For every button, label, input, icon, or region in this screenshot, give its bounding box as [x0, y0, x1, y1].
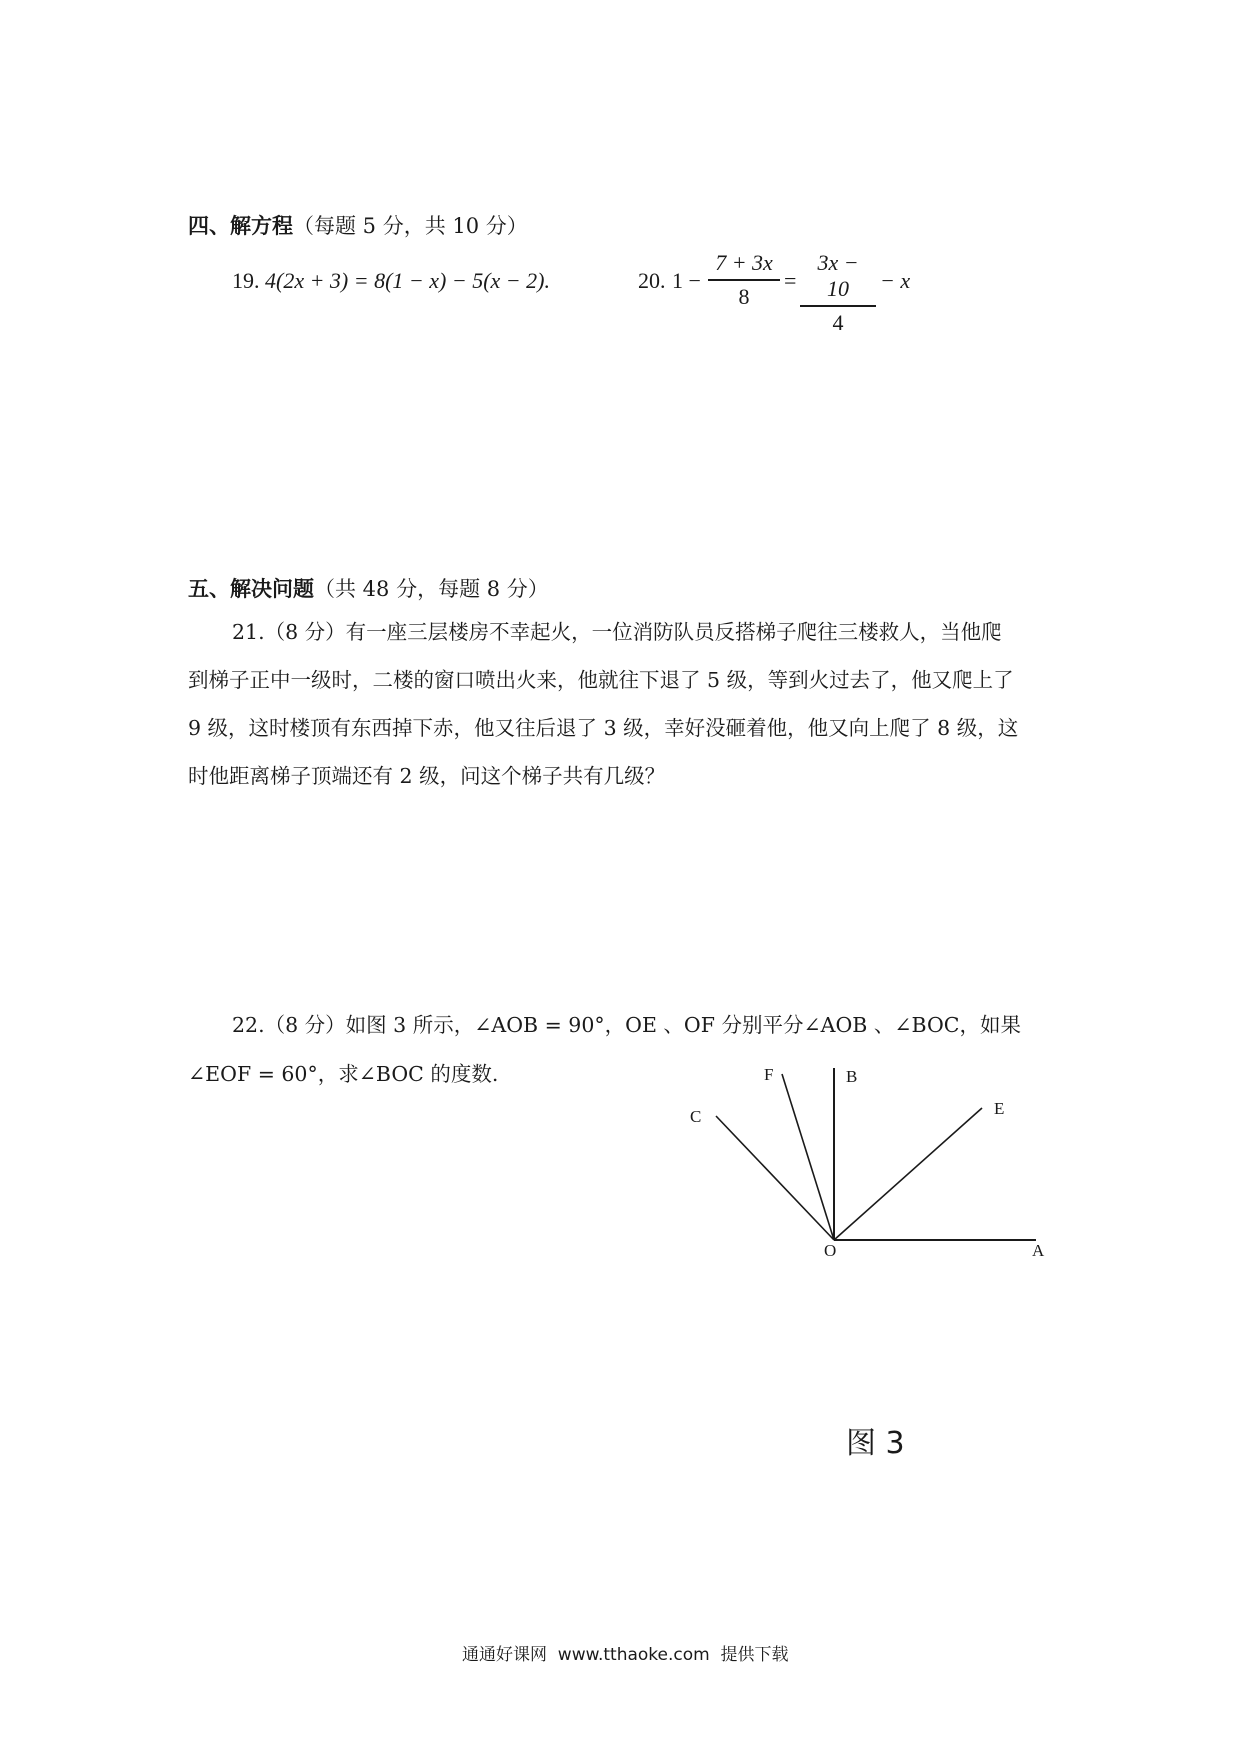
label-b: B [846, 1067, 858, 1086]
page-footer: 通通好课网 www.tthaoke.com 提供下载 [462, 1645, 789, 1665]
fraction-1-denominator: 8 [738, 283, 750, 309]
section-4-note: （每题 5 分，共 10 分） [293, 214, 528, 238]
label-c: C [690, 1107, 702, 1126]
label-e: E [994, 1099, 1005, 1118]
section-4-title: 四、解方程 [188, 214, 293, 238]
section-4-heading [188, 210, 528, 240]
question-21-line-2: 到梯子正中一级时，二楼的窗口喷出火来，他就往下退了 5 级，等到火过去了，他又爬上了 [188, 668, 1014, 692]
question-20-equals: = [784, 268, 797, 293]
fraction-1-numerator: 7 + 3x [715, 250, 773, 275]
section-5-heading [188, 573, 549, 603]
label-a: A [1032, 1241, 1045, 1260]
question-19 [232, 268, 550, 294]
label-o: O [824, 1241, 837, 1260]
ray-of [782, 1074, 834, 1240]
section-5-title: 五、解决问题 [188, 577, 314, 601]
ray-oc [716, 1116, 834, 1240]
question-19-number: 19. [232, 268, 260, 293]
question-20-fraction-2 [800, 250, 876, 336]
question-22-line-1: 22.（8 分）如图 3 所示，∠AOB = 90°，OE 、OF 分别平分∠AOB 、∠BOC，如果 [232, 1013, 1021, 1037]
question-21-line-3: 9 级，这时楼顶有东西掉下赤，他又往后退了 3 级，幸好没砸着他，他又向上爬了 8 级，这 [188, 716, 1019, 740]
question-20-number: 20. [638, 268, 666, 293]
question-20-tail: − x [880, 268, 911, 293]
fraction-2-numerator: 3x − 10 [817, 250, 859, 301]
angle-figure [660, 1050, 1080, 1270]
question-20-lead: 1 − [672, 268, 701, 293]
ray-oe [834, 1108, 982, 1240]
question-21-line-4: 时他距离梯子顶端还有 2 级，问这个梯子共有几级？ [188, 764, 666, 788]
question-19-equation: 4(2x + 3) = 8(1 − x) − 5(x − 2). [265, 268, 550, 293]
fraction-2-denominator: 4 [832, 309, 844, 335]
figure-caption: 图 3 [846, 1426, 905, 1461]
question-20-fraction-1 [708, 250, 780, 310]
section-5-note: （共 48 分，每题 8 分） [314, 577, 549, 601]
label-f: F [764, 1065, 774, 1084]
fraction-1-bar [708, 279, 780, 281]
question-21-line-1: 21.（8 分）有一座三层楼房不幸起火，一位消防队员反搭梯子爬往三楼救人，当他爬 [232, 620, 1002, 644]
fraction-2-bar [800, 305, 876, 307]
question-22-line-2: ∠EOF = 60°，求∠BOC 的度数. [188, 1062, 499, 1086]
